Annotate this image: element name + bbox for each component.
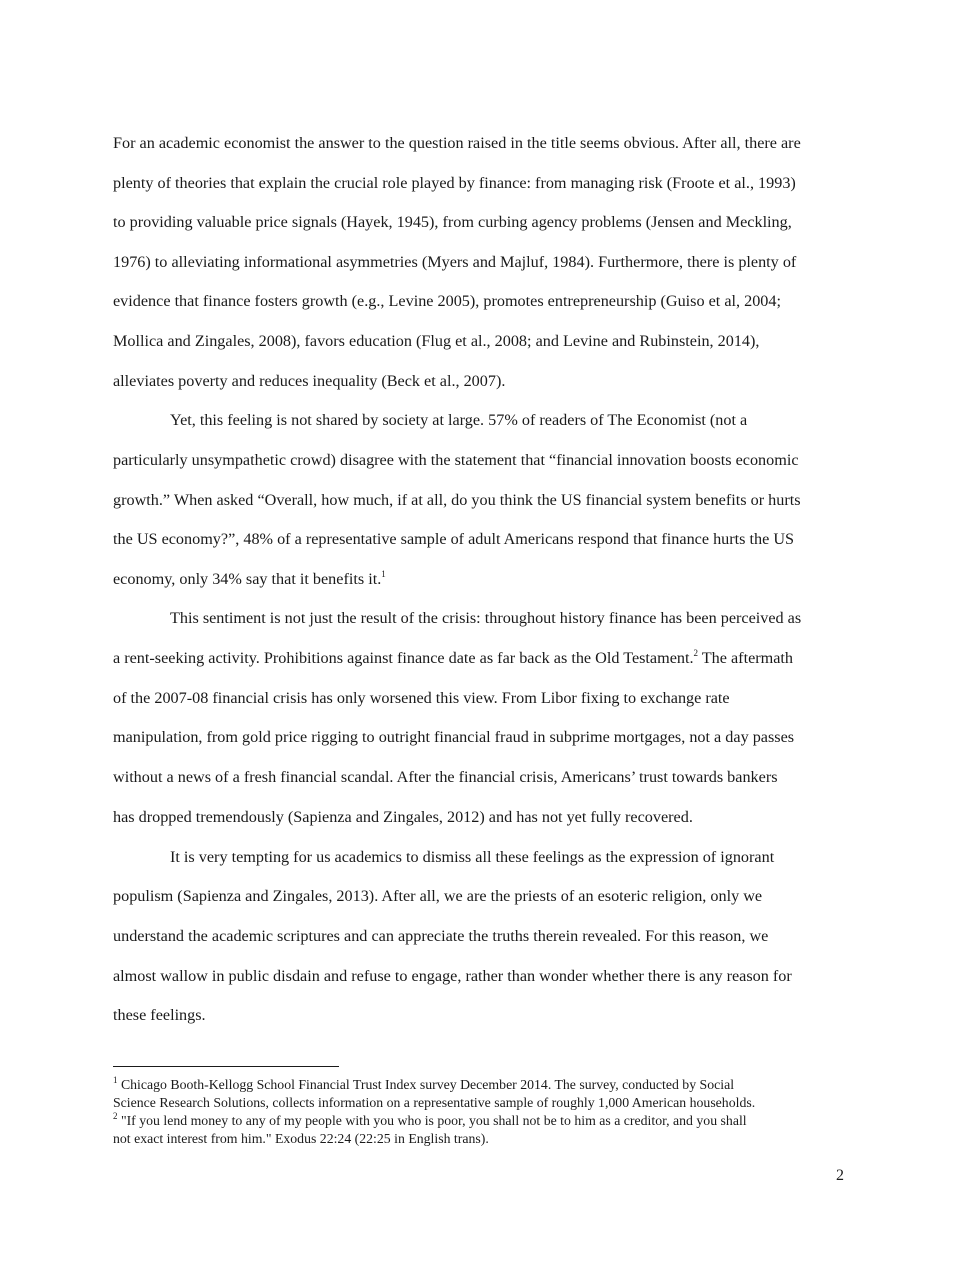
body-line: 1976) to alleviating informational asymmetries (Myers and Majluf, 1984). Furthermore, there is plenty of — [113, 253, 797, 271]
body-line-text: a rent-seeking activity. Prohibitions against finance date as far back as the Old Testament. — [113, 649, 694, 667]
body-line: growth.” When asked “Overall, how much, if at all, do you think the US financial system benefits or hurts — [113, 491, 801, 509]
body-line: Mollica and Zingales, 2008), favors education (Flug et al., 2008; and Levine and Rubinstein, 2014), — [113, 332, 760, 350]
footnote-number: 1 — [113, 1075, 118, 1085]
footnote-number: 2 — [113, 1111, 118, 1121]
body-line-text: economy, only 34% say that it benefits it. — [113, 570, 382, 588]
body-line: almost wallow in public disdain and refuse to engage, rather than wonder whether there is any reason for — [113, 967, 792, 985]
body-line: For an academic economist the answer to the question raised in the title seems obvious. After all, there are — [113, 134, 801, 152]
footnote-text: Chicago Booth-Kellogg School Financial Trust Index survey December 2014. The survey, conducted by Social — [117, 1077, 735, 1092]
body-line: Yet, this feeling is not shared by society at large. 57% of readers of The Economist (not a — [170, 411, 748, 429]
footnote-text: "If you lend money to any of my people with you who is poor, you shall not be to him as a creditor, and you shall — [117, 1113, 747, 1128]
body-line: has dropped tremendously (Sapienza and Zingales, 2012) and has not yet fully recovered. — [113, 808, 693, 826]
body-line: alleviates poverty and reduces inequality (Beck et al., 2007). — [113, 372, 506, 390]
body-line: It is very tempting for us academics to dismiss all these feelings as the expression of ignorant — [170, 848, 775, 866]
body-line: plenty of theories that explain the crucial role played by finance: from managing risk (Froote et al., 1993) — [113, 174, 796, 192]
footnote-mark[interactable]: 2 — [693, 648, 699, 658]
body-line: the US economy?”, 48% of a representative sample of adult Americans respond that finance hurts the US — [113, 530, 795, 548]
body-line: evidence that finance fosters growth (e.g., Levine 2005), promotes entrepreneurship (Guiso et al, 2004; — [113, 292, 781, 310]
body-line — [113, 569, 386, 589]
body-line: of the 2007-08 financial crisis has only worsened this view. From Libor fixing to exchange rate — [113, 689, 730, 707]
footnote-divider — [113, 1066, 339, 1067]
body-line: This sentiment is not just the result of the crisis: throughout history finance has been perceived as — [170, 609, 802, 627]
footnote-line — [113, 1112, 747, 1129]
footnote-line — [113, 1076, 734, 1093]
footnote-mark[interactable]: 1 — [381, 569, 386, 579]
body-line-text: The aftermath — [698, 649, 794, 667]
body-line: without a news of a fresh financial scandal. After the financial crisis, Americans’ trust towards bankers — [113, 768, 778, 786]
body-line: populism (Sapienza and Zingales, 2013). After all, we are the priests of an esoteric religion, only we — [113, 887, 763, 905]
body-line: these feelings. — [113, 1006, 206, 1024]
body-line: to providing valuable price signals (Hayek, 1945), from curbing agency problems (Jensen and Meckling, — [113, 213, 792, 231]
body-line: particularly unsympathetic crowd) disagree with the statement that “financial innovation boosts economic — [113, 451, 799, 469]
body-line: understand the academic scriptures and can appreciate the truths therein revealed. For this reason, we — [113, 927, 769, 945]
page-number: 2 — [836, 1167, 844, 1184]
footnote-line: Science Research Solutions, collects information on a representative sample of roughly 1,000 American households. — [113, 1095, 756, 1110]
footnote-line: not exact interest from him." Exodus 22:24 (22:25 in English trans). — [113, 1131, 489, 1146]
body-line — [113, 648, 793, 668]
body-line: manipulation, from gold price rigging to outright financial fraud in subprime mortgages, not a day passes — [113, 728, 795, 746]
